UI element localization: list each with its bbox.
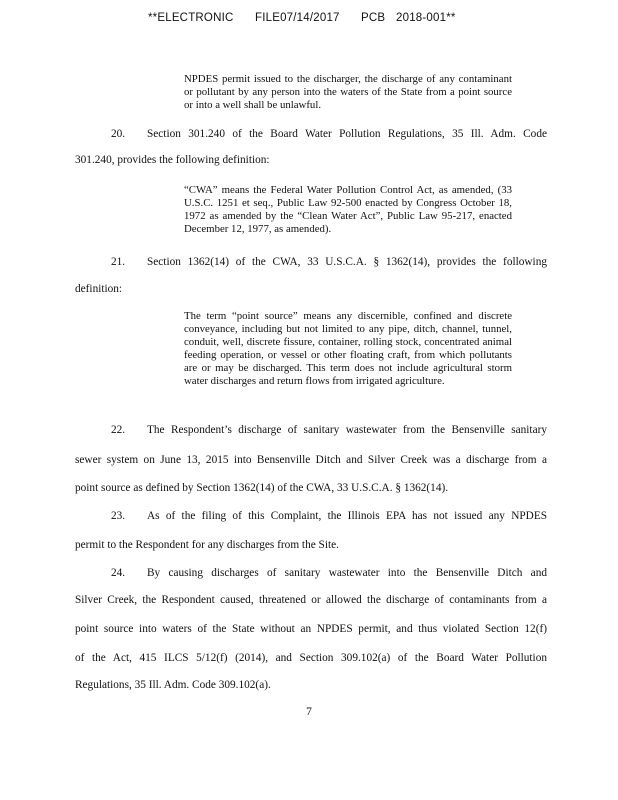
paragraph-line: Section 1362(14) of the CWA, 33 U.S.C.A. § 1362(14), provides the following <box>147 256 547 268</box>
quote-npdes-continuation: NPDES permit issued to the discharger, the discharge of any contaminant or pollutant by any person into the waters of the State from a point source or into a well shall be unlawful. <box>184 73 512 111</box>
paragraph-line: definition: <box>75 283 123 295</box>
paragraph-number: 24. <box>111 567 126 579</box>
header-electronic: **ELECTRONIC <box>148 12 234 24</box>
paragraph-line: Silver Creek, the Respondent caused, threatened or allowed the discharge of contaminants from a <box>75 594 547 606</box>
paragraph-line: sewer system on June 13, 2015 into Bensenville Ditch and Silver Creek was a discharge from a <box>75 454 547 466</box>
header-case-number: 2018-001** <box>396 12 456 24</box>
paragraph-line: permit to the Respondent for any discharges from the Site. <box>75 539 339 551</box>
paragraph-number: 22. <box>111 424 126 436</box>
paragraph-line: point source as defined by Section 1362(14) of the CWA, 33 U.S.C.A. § 1362(14). <box>75 482 449 494</box>
paragraph-line: Regulations, 35 Ill. Adm. Code 309.102(a). <box>75 679 271 691</box>
quote-point-source-definition: The term “point source” means any discernible, confined and discrete conveyance, including but not limited to any pipe, ditch, channel, tunnel, conduit, well, discrete fissure, container, rolling stock, concentrated animal feeding operation, or vessel or other floating craft, from which pollutants are or may be discharged. This term does not include agricultural storm water discharges and return flows from irrigated agriculture. <box>184 310 512 387</box>
paragraph-number: 21. <box>111 256 126 268</box>
quote-cwa-definition: “CWA” means the Federal Water Pollution Control Act, as amended, (33 U.S.C. 1251 et seq., Public Law 92-500 enacted by Congress October 18, 1972 as amended by the “Clean Water Act”, Public Law 95-217, enacted December 12, 1977, as amended). <box>184 184 512 235</box>
page-number: 7 <box>306 706 312 718</box>
paragraph-line: of the Act, 415 ILCS 5/12(f) (2014), and Section 309.102(a) of the Board Water Pollution <box>75 652 547 664</box>
header-file-date: FILE07/14/2017 <box>255 12 340 24</box>
paragraph-line: 301.240, provides the following definition: <box>75 154 270 166</box>
paragraph-line: The Respondent’s discharge of sanitary wastewater from the Bensenville sanitary <box>147 424 547 436</box>
paragraph-line: point source into waters of the State without an NPDES permit, and thus violated Section 12(f) <box>75 623 547 635</box>
paragraph-line: Section 301.240 of the Board Water Pollution Regulations, 35 Ill. Adm. Code <box>147 128 547 140</box>
header-board: PCB <box>361 12 386 24</box>
paragraph-line: By causing discharges of sanitary wastewater into the Bensenville Ditch and <box>147 567 547 579</box>
paragraph-number: 20. <box>111 128 126 140</box>
paragraph-number: 23. <box>111 510 126 522</box>
paragraph-line: As of the filing of this Complaint, the Illinois EPA has not issued any NPDES <box>147 510 547 522</box>
